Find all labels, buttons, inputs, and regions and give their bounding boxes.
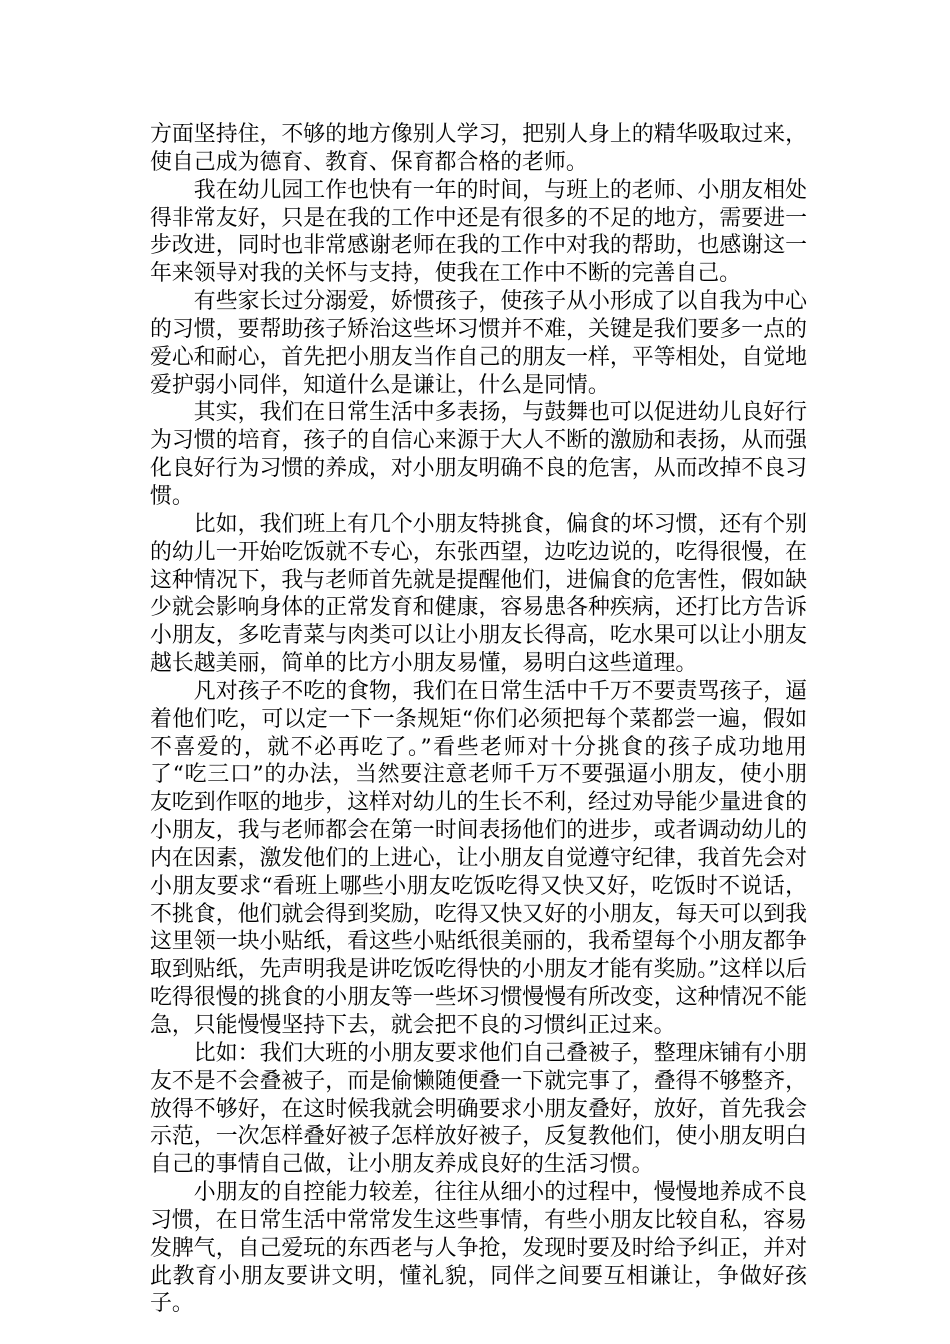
paragraph-7: 比如：我们大班的小朋友要求他们自己叠被子，整理床铺有小朋友不是不会叠被子，而是偷懒随便叠一下就完事了，叠得不够整齐，放得不够好，在这时候我就会明确要求小朋友叠好，放好，首先我会示范，一次怎样叠好被子怎样放好被子，反复教他们，使小朋友明白自己的事情自己做，让小朋友养成良好的生活习惯。 [150, 1040, 807, 1178]
paragraph-2: 我在幼儿园工作也快有一年的时间，与班上的老师、小朋友相处得非常友好，只是在我的工作中还是有很多的不足的地方，需要进一步改进，同时也非常感谢老师在我的工作中对我的帮助，也感谢这一年来领导对我的关怀与支持，使我在工作中不断的完善自己。 [150, 177, 807, 287]
paragraph-8: 小朋友的自控能力较差，往往从细小的过程中，慢慢地养成不良习惯，在日常生活中常常发生这些事情，有些小朋友比较自私，容易发脾气，自己爱玩的东西老与人争抢，发现时要及时给予纠正，并对此教育小朋友要讲文明，懂礼貌，同伴之间要互相谦让，争做好孩子。 [150, 1180, 807, 1317]
paragraph-6: 凡对孩子不吃的食物，我们在日常生活中千万不要责骂孩子，逼着他们吃，可以定一下一条规矩“你们必须把每个菜都尝一遍，假如不喜爱的，就不必再吃了。”看些老师对十分挑食的孩子成功地用了“吃三口”的办法，当然要注意老师千万不要强逼小朋友，使小朋友吃到作呕的地步，这样对幼儿的生长不利，经过劝导能少量进食的小朋友，我与老师都会在第一时间表扬他们的进步，或者调动幼儿的内在因素，激发他们的上进心，让小朋友自觉遵守纪律，我首先会对小朋友要求“看班上哪些小朋友吃饭吃得又快又好，吃饭时不说话，不挑食，他们就会得到奖励，吃得又快又好的小朋友，每天可以到我这里领一块小贴纸，看这些小贴纸很美丽的，我希望每个小朋友都争取到贴纸，先声明我是讲吃饭吃得快的小朋友才能有奖励。”这样以后吃得很慢的挑食的小朋友等一些坏习惯慢慢有所改变，这种情况不能急，只能慢慢坚持下去，就会把不良的习惯纠正过来。 [150, 678, 807, 1038]
paragraph-1: 方面坚持住，不够的地方像别人学习，把别人身上的精华吸取过来，使自己成为德育、教育、保育都合格的老师。 [150, 122, 807, 175]
document-body [150, 121, 807, 1318]
paragraph-3: 有些家长过分溺爱，娇惯孩子，使孩子从小形成了以自我为中心的习惯，要帮助孩子矫治这些坏习惯并不难，关键是我们要多一点的爱心和耐心，首先把小朋友当作自己的朋友一样，平等相处，自觉地爱护弱小同伴，知道什么是谦让，什么是同情。 [150, 289, 807, 398]
paragraph-5: 比如，我们班上有几个小朋友特挑食，偏食的坏习惯，还有个别的幼儿一开始吃饭就不专心，东张西望，边吃边说的，吃得很慢，在这种情况下，我与老师首先就是提醒他们，进偏食的危害性，假如缺少就会影响身体的正常发育和健康，容易患各种疾病，还打比方告诉小朋友，多吃青菜与肉类可以让小朋友长得高，吃水果可以让小朋友越长越美丽，简单的比方小朋友易懂，易明白这些道理。 [150, 511, 807, 677]
paragraph-4: 其实，我们在日常生活中多表扬，与鼓舞也可以促进幼儿良好行为习惯的培育，孩子的自信心来源于大人不断的激励和表扬，从而强化良好行为习惯的养成，对小朋友明确不良的危害，从而改掉不良习惯。 [150, 400, 807, 509]
